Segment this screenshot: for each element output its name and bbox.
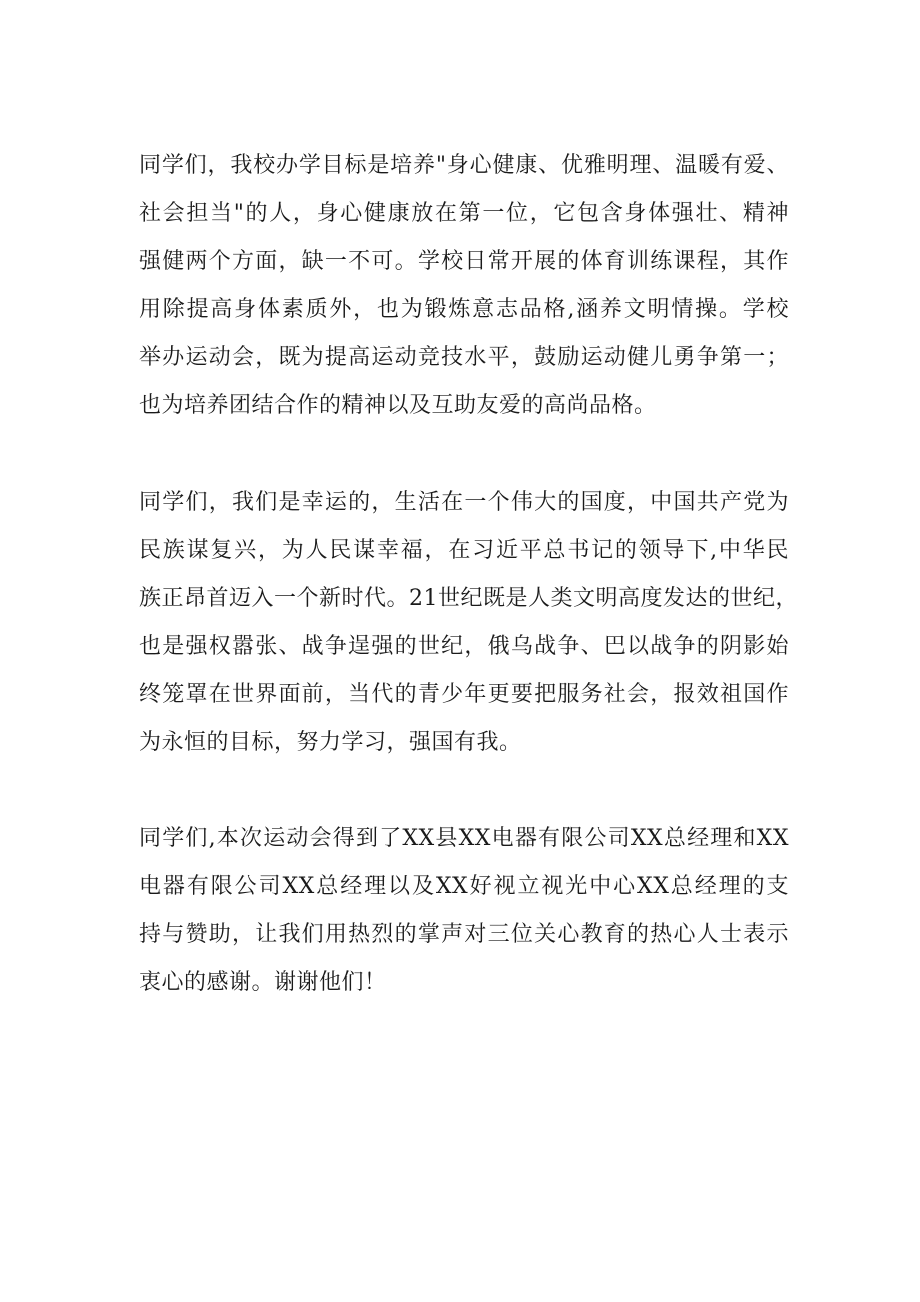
paragraph-school-goals	[139, 142, 789, 430]
paragraph-line: 民族谋复兴，为人民谋幸福，在习近平总书记的领导下,中华民	[139, 538, 789, 563]
paragraph-line: 同学们,本次运动会得到了XX县XX电器有限公司XX总经理和XX	[139, 826, 789, 851]
paragraph-sponsors-thanks	[139, 815, 789, 1007]
paragraph-line: 终笼罩在世界面前，当代的青少年更要把服务社会，报效祖国作	[139, 682, 789, 707]
paragraph-line: 用除提高身体素质外，也为锻炼意志品格,涵养文明情操。学校	[139, 297, 789, 322]
paragraph-line: 强健两个方面，缺一不可。学校日常开展的体育训练课程，其作	[139, 249, 789, 274]
paragraph-line: 也是强权嚣张、战争逞强的世纪，俄乌战争、巴以战争的阴影始	[139, 634, 789, 659]
paragraph-new-era	[139, 479, 798, 767]
paragraph-line: 族正昂首迈入一个新时代。21世纪既是人类文明高度发达的世纪，	[139, 586, 798, 611]
paragraph-line: 持与赞助，让我们用热烈的掌声对三位关心教育的热心人士表示	[139, 922, 789, 947]
paragraph-line: 衷心的感谢。谢谢他们！	[139, 970, 387, 995]
paragraph-line: 社会担当"的人，身心健康放在第一位，它包含身体强壮、精神	[139, 201, 789, 226]
paragraph-line: 举办运动会，既为提高运动竞技水平，鼓励运动健儿勇争第一；	[139, 345, 789, 370]
paragraph-line: 为永恒的目标，努力学习，强国有我。	[139, 730, 522, 755]
paragraph-line: 也为培养团结合作的精神以及互助友爱的高尚品格。	[139, 393, 657, 418]
paragraph-line: 同学们，我校办学目标是培养"身心健康、优雅明理、温暖有爱、	[139, 153, 789, 178]
paragraph-line: 同学们，我们是幸运的，生活在一个伟大的国度，中国共产党为	[139, 490, 789, 515]
paragraph-line: 电器有限公司XX总经理以及XX好视立视光中心XX总经理的支	[139, 874, 789, 899]
